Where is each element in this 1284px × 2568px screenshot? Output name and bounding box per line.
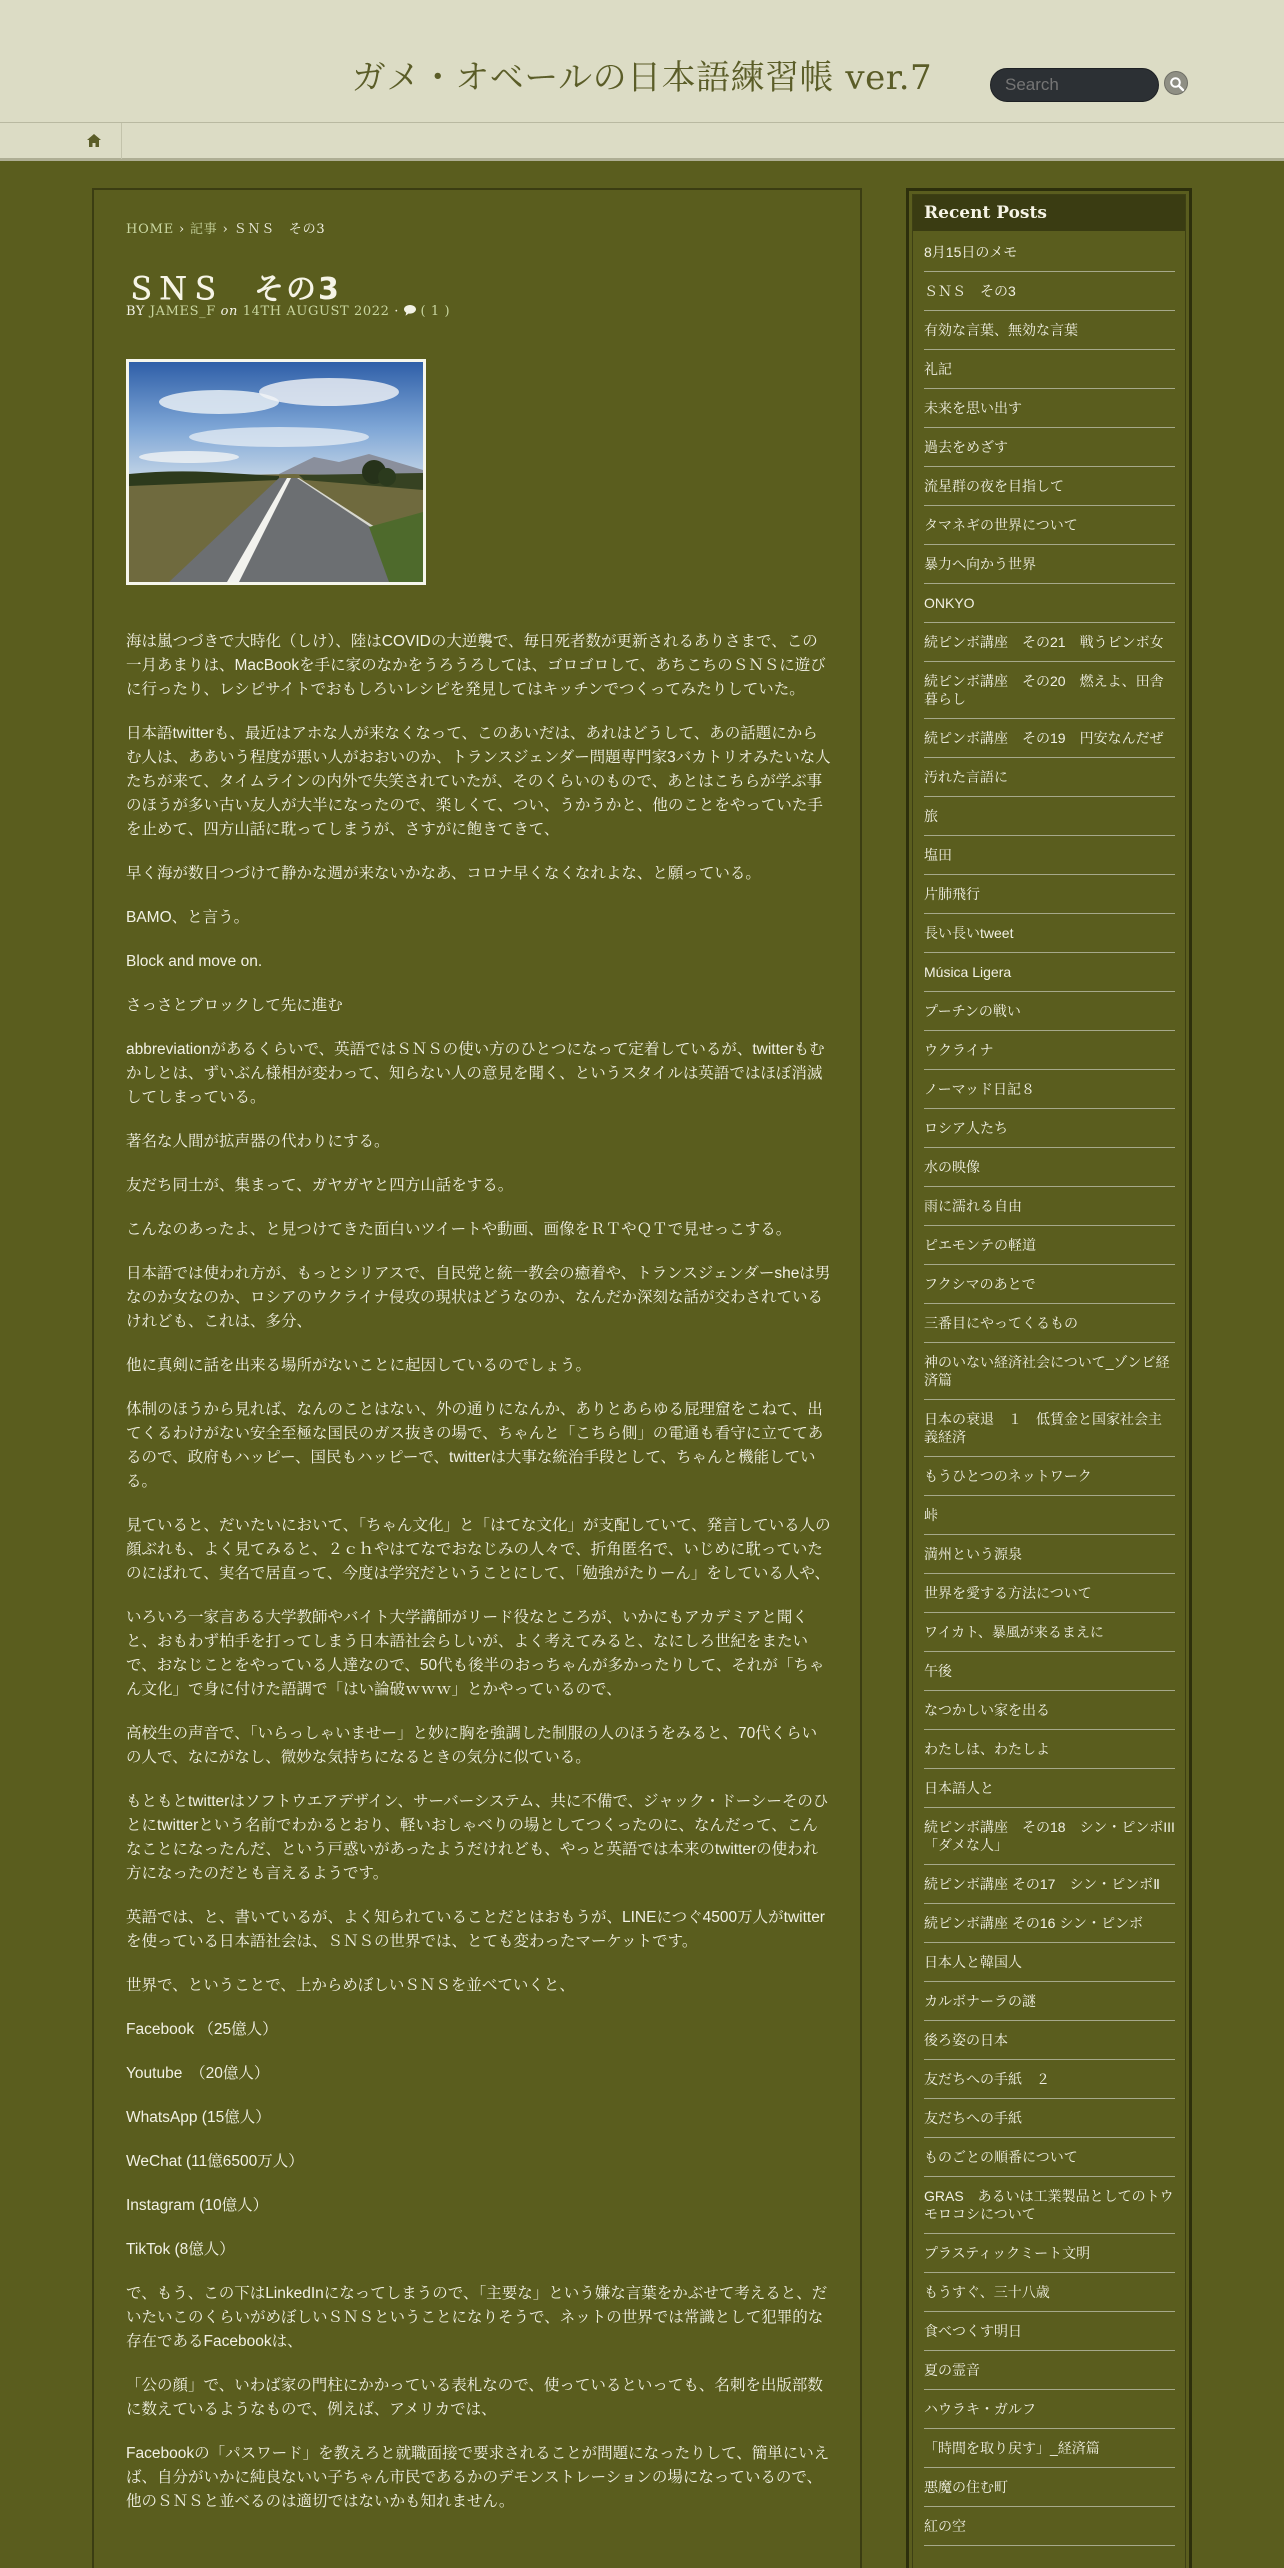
search-button[interactable] — [1164, 71, 1188, 95]
post-paragraph: 海は嵐つづきで大時化（しけ）、陸はCOVIDの大逆襲で、毎日死者数が更新されるありさまで、この一月あまりは、MacBookを手に家のなかをうろうろしては、ゴロゴロして、あちこちのＳＮＳに遊びに行ったり、レシピサイトでおもしろいレシピを発見してはキッチンでつくってみたりしていた。 — [126, 633, 826, 698]
recent-post-link[interactable]: 峠 — [924, 1496, 1175, 1535]
recent-post-link[interactable]: 礼記 — [924, 350, 1175, 389]
post-paragraph: 著名な人間が拡声器の代わりにする。 — [126, 1133, 390, 1150]
recent-post-link[interactable]: 旅 — [924, 797, 1175, 836]
recent-post-link[interactable]: プラスティックミート文明 — [924, 2234, 1175, 2273]
search-icon — [1169, 76, 1185, 92]
recent-post-link[interactable]: ノーマッド日記８ — [924, 1070, 1175, 1109]
post-title: ＳＮＳ その3 — [126, 272, 341, 307]
post-paragraph: TikTok (8億人） — [126, 2241, 235, 2258]
post-paragraph: 早く海が数日つづけて静かな週が来ないかなあ、コロナ早くなくなれよな、と願っている。 — [126, 865, 761, 882]
post-body — [126, 630, 832, 2534]
recent-post-link[interactable]: わたしは、わたしよ — [924, 1730, 1175, 1769]
search-input[interactable] — [990, 68, 1159, 102]
road-landscape-illustration — [129, 362, 423, 582]
recent-post-link[interactable]: Música Ligera — [924, 953, 1175, 992]
recent-post-link[interactable]: 塩田 — [924, 836, 1175, 875]
post-paragraph: 日本語twitterも、最近はアホな人が来なくなって、このあいだは、あれはどうして、あの話題にからむ人は、ああいう程度が悪い人がおおいのか、トランスジェンダー問題専門家3バカトリオみたいな人たちが来て、タイムラインの内外で失笑されていたが、そのくらいのもので、あとはこちらが学ぶ事のほうが多い古い友人が大半になったので、楽しくて、つい、うかうかと、他のことをやっていた手を止めて、四方山話に耽ってしまうが、さすがに飽きてきて、 — [126, 725, 831, 838]
recent-post-link[interactable]: 紅の空 — [924, 2507, 1175, 2546]
post-paragraph: Facebookの「パスワード」を教えろと就職面接で要求されることが問題になったりして、簡単にいえば、自分がいかに純良ないい子ちゃん市民であるかのデモンストレーションの場になっているので、他のＳＮＳと並べるのは適切ではないかも知れません。 — [126, 2445, 830, 2510]
recent-post-link[interactable]: ロシア人たち — [924, 1109, 1175, 1148]
recent-post-link[interactable]: タマネギの世界について — [924, 506, 1175, 545]
recent-posts-list — [924, 231, 1175, 2546]
recent-post-link[interactable]: カルボナーラの謎 — [924, 1982, 1175, 2021]
post-paragraph: 見ていると、だいたいにおいて、「ちゃん文化」と「はてな文化」が支配していて、発言している人の顔ぶれも、よく見てみると、２ｃｈやはてなでおなじみの人々で、折角匿名で、いじめに耽っていたのにばれて、実名で居直って、今度は学究だということにして、「勉強がたりーん」をしている人や、 — [126, 1517, 831, 1582]
recent-post-link[interactable]: もうひとつのネットワーク — [924, 1457, 1175, 1496]
post-paragraph: Youtube （20億人） — [126, 2065, 270, 2082]
recent-post-link[interactable]: 汚れた言語に — [924, 758, 1175, 797]
recent-post-link[interactable]: 片肺飛行 — [924, 875, 1175, 914]
site-header — [0, 0, 1284, 122]
recent-post-link[interactable]: 雨に濡れる自由 — [924, 1187, 1175, 1226]
post-paragraph: 体制のほうから見れば、なんのことはない、外の通りになんか、ありとあらゆる屁理窟をこねて、出てくるわけがない安全至極な国民のガス抜きの場で、ちゃんと「こちら側」の電通も看守に立ててあるので、政府もハッピー、国民もハッピーで、twitterは大事な統治手段として、ちゃんと機能している。 — [126, 1401, 824, 1490]
recent-post-link[interactable]: 続ピンボ講座 その18 シン・ピンボIII 「ダメな人」 — [924, 1808, 1175, 1865]
main-nav — [0, 122, 1284, 161]
recent-post-link[interactable]: なつかしい家を出る — [924, 1691, 1175, 1730]
recent-post-link[interactable]: 悪魔の住む町 — [924, 2468, 1175, 2507]
recent-post-link[interactable]: ウクライナ — [924, 1031, 1175, 1070]
post-paragraph: で、もう、この下はLinkedInになってしまうので、「主要な」という嫌な言葉をかぶせて考えると、だいたいこのくらいがめぼしいＳＮＳということになりそうで、ネットの世界では常識として犯罪的な存在であるFacebookは、 — [126, 2285, 828, 2350]
recent-post-link[interactable]: 続ピンボ講座 その17 シン・ピンボⅡ — [924, 1865, 1175, 1904]
recent-post-link[interactable]: 8月15日のメモ — [924, 231, 1175, 272]
recent-post-link[interactable]: ONKYO — [924, 584, 1175, 623]
recent-post-link[interactable]: 有効な言葉、無効な言葉 — [924, 311, 1175, 350]
post-paragraph: いろいろ一家言ある大学教師やバイト大学講師がリード役なところが、いかにもアカデミアと聞くと、おもわず柏手を打ってしまう日本語社会らしいが、よく考えてみると、なにしろ世紀をまたいで、おなじことをやっている人達なので、50代も後半のおっちゃんが多かったりして、それが「ちゃん文化」で身に付けた語調で「はい論破ｗｗｗ」とかやっているので、 — [126, 1609, 825, 1698]
recent-post-link[interactable]: 未来を思い出す — [924, 389, 1175, 428]
post-paragraph: 日本語では使われ方が、もっとシリアスで、自民党と統一教会の癒着や、トランスジェンダーsheは男なのか女なのか、ロシアのウクライナ侵攻の現状はどうなのか、なんだか深刻な話が交わされているけれども、これは、多分、 — [126, 1265, 831, 1330]
recent-post-link[interactable]: 続ピンボ講座 その20 燃えよ、田舎暮らし — [924, 662, 1175, 719]
post-paragraph: 友だち同士が、集まって、ガヤガヤと四方山話をする。 — [126, 1177, 514, 1194]
home-icon — [87, 134, 101, 147]
breadcrumb-category[interactable]: 記事 — [190, 222, 218, 237]
post-paragraph: Block and move on. — [126, 953, 263, 970]
sidebar — [906, 188, 1192, 2568]
recent-post-link[interactable]: 三番目にやってくるもの — [924, 1304, 1175, 1343]
recent-post-link[interactable]: 後ろ姿の日本 — [924, 2021, 1175, 2060]
recent-post-link[interactable]: 世界を愛する方法について — [924, 1574, 1175, 1613]
recent-posts-heading: Recent Posts — [913, 195, 1185, 231]
comment-icon — [404, 305, 416, 316]
recent-post-link[interactable]: 日本語人と — [924, 1769, 1175, 1808]
recent-post-link[interactable]: 「時間を取り戻す」_経済篇 — [924, 2429, 1175, 2468]
recent-post-link[interactable]: ものごとの順番について — [924, 2138, 1175, 2177]
recent-post-link[interactable]: 長い長いtweet — [924, 914, 1175, 953]
post-paragraph: 「公の顔」で、いわば家の門柱にかかっている表札なので、使っているといっても、名刺を出版部数に数えているようなもので、例えば、アメリカでは、 — [126, 2377, 823, 2418]
breadcrumb-home[interactable]: HOME — [126, 222, 174, 237]
recent-post-link[interactable]: もうすぐ、三十八歳 — [924, 2273, 1175, 2312]
post-paragraph: もともとtwitterはソフトウエアデザイン、サーバーシステム、共に不備で、ジャック・ドーシーそのひとにtwitterという名前でわかるとおり、軽いおしゃべりの場としてつくったのに、なんだって、こんなことになったんだ、という戸惑いがあったようだけれども、やっと英語では本来のtwitterの使われ方になったのだとも言えるようです。 — [126, 1793, 829, 1882]
recent-post-link[interactable]: 過去をめざす — [924, 428, 1175, 467]
post-paragraph: さっさとブロックして先に進む — [126, 997, 343, 1014]
recent-post-link[interactable]: 流星群の夜を目指して — [924, 467, 1175, 506]
recent-post-link[interactable]: 日本人と韓国人 — [924, 1943, 1175, 1982]
breadcrumb: HOME › 記事 › ＳＮＳ その3 — [126, 222, 326, 237]
post-paragraph: Instagram (10億人） — [126, 2197, 269, 2214]
recent-post-link[interactable]: 友だちへの手紙 — [924, 2099, 1175, 2138]
recent-post-link[interactable]: フクシマのあとで — [924, 1265, 1175, 1304]
comment-count-link[interactable]: ( 1 ) — [420, 304, 451, 319]
post-author[interactable]: JAMES_F — [149, 304, 216, 319]
recent-post-link[interactable]: 続ピンボ講座 その16 シン・ピンボ — [924, 1904, 1175, 1943]
recent-post-link[interactable]: 食べつくす明日 — [924, 2312, 1175, 2351]
meta-by: BY — [126, 304, 146, 319]
post-paragraph: abbreviationがあるくらいで、英語ではＳＮＳの使い方のひとつになって定着しているが、twitterもむかしとは、ずいぶん様相が変わって、知らない人の意見を聞く、というスタイルは英語ではほぼ消滅してしまっている。 — [126, 1041, 825, 1106]
recent-post-link[interactable]: 午後 — [924, 1652, 1175, 1691]
post-paragraph: 高校生の声音で、「いらっしゃいませー」と妙に胸を強調した制服の人のほうをみると、70代くらいの人で、なにがなし、微妙な気持ちになるときの気分に似ている。 — [126, 1725, 818, 1766]
recent-post-link[interactable]: 日本の衰退 １ 低賃金と国家社会主義経済 — [924, 1400, 1175, 1457]
meta-separator: · — [394, 304, 399, 319]
site-title[interactable]: ガメ・オベールの日本語練習帳 ver.7 — [351, 58, 933, 98]
post-paragraph: WhatsApp (15億人） — [126, 2109, 271, 2126]
recent-post-link[interactable]: ワイカト、暴風が来るまえに — [924, 1613, 1175, 1652]
meta-on: on — [220, 304, 239, 319]
recent-post-link[interactable]: 満州という源泉 — [924, 1535, 1175, 1574]
recent-post-link[interactable]: GRAS あるいは工業製品としてのトウモロコシについて — [924, 2177, 1175, 2234]
road-photo[interactable] — [126, 359, 426, 585]
recent-post-link[interactable]: 友だちへの手紙 ２ — [924, 2060, 1175, 2099]
recent-post-link[interactable]: 続ピンボ講座 その19 円安なんだぜ — [924, 719, 1175, 758]
post-paragraph: 他に真剣に話を出来る場所がないことに起因しているのでしょう。 — [126, 1357, 592, 1374]
recent-post-link[interactable]: 夏の霊音 — [924, 2351, 1175, 2390]
post-paragraph: WeChat (11億6500万人） — [126, 2153, 304, 2170]
recent-post-link[interactable]: プーチンの戦い — [924, 992, 1175, 1031]
recent-post-link[interactable]: ハウラキ・ガルフ — [924, 2390, 1175, 2429]
recent-post-link[interactable]: 水の映像 — [924, 1148, 1175, 1187]
recent-posts-widget — [912, 194, 1186, 2568]
recent-post-link[interactable]: 神のいない経済社会について_ゾンビ経済篇 — [924, 1343, 1175, 1400]
post-date[interactable]: 14TH AUGUST 2022 — [242, 304, 390, 319]
post-paragraph: 世界で、ということで、上からめぼしいＳＮＳを並べていくと、 — [126, 1977, 575, 1994]
post-paragraph: こんなのあったよ、と見つけてきた面白いツイートや動画、画像をＲＴやＱＴで見せっこする。 — [126, 1221, 792, 1238]
recent-post-link[interactable]: 暴力へ向かう世界 — [924, 545, 1175, 584]
breadcrumb-current: ＳＮＳ その3 — [233, 222, 326, 237]
recent-post-link[interactable]: 続ピンボ講座 その21 戦うピンボ女 — [924, 623, 1175, 662]
post-paragraph: 英語では、と、書いているが、よく知られていることだとはおもうが、LINEにつぐ4500万人がtwitterを使っている日本語社会は、ＳＮＳの世界では、とても変わったマーケットです。 — [126, 1909, 825, 1950]
post-paragraph: BAMO、と言う。 — [126, 909, 250, 926]
post-paragraph: Facebook （25億人） — [126, 2021, 278, 2038]
post-meta — [126, 304, 450, 319]
recent-post-link[interactable]: ＳＮＳ その3 — [924, 272, 1175, 311]
recent-post-link[interactable]: ピエモンテの軽道 — [924, 1226, 1175, 1265]
post-content — [92, 188, 862, 2568]
nav-home-button[interactable] — [62, 123, 122, 159]
